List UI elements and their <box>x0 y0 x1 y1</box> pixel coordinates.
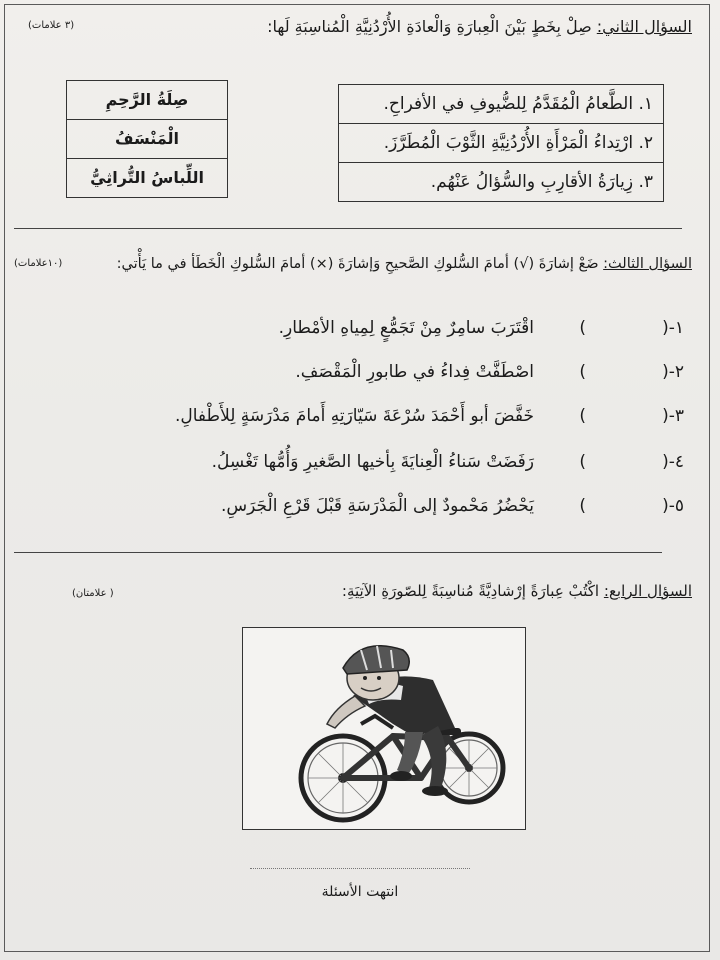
q2-statement: ١. الطَّعامُ الْمُقَدَّمُ لِلضُّيوفِ في الأفراحِ. <box>339 85 663 124</box>
end-of-questions: انتهت الأسئلة <box>321 884 399 900</box>
q2-label: السؤال الثاني: <box>596 17 692 36</box>
q2-custom: الْمَنْسَفُ <box>67 120 227 159</box>
q2-instruction: صِلْ بِخَطٍ بَيْنَ الْعِبارَةِ وَالْعادَةِ الأُرْدُنِيَّةِ الْمُناسِبَةِ لَها: <box>267 17 592 36</box>
q3-answer-slot[interactable]: ) <box>579 318 586 338</box>
q2-custom: اللِّباسُ التُّراثِيُّ <box>90 168 204 187</box>
q4-marks: ( علامتان) <box>72 588 114 599</box>
q2-statement: ٣. زِيارَةُ الأقارِبِ والسُّؤالُ عَنْهُم. <box>430 172 653 192</box>
q3-item-text: رَفَضَتْ سَناءُ الْعِنايَةَ بِأخيها الصَّغيرِ وَأُمُّها تَغْسِلُ. <box>211 452 534 472</box>
q3-item-text: يَحْضُرُ مَحْمودٌ إلى الْمَدْرَسَةِ قَبْلَ قَرْعِ الْجَرَسِ. <box>221 496 534 516</box>
q3-item <box>24 452 684 482</box>
q2-statements-box <box>338 84 664 202</box>
q3-item-text: خَفَّضَ أبو أَحْمَدَ سُرْعَةَ سَيّارَتِهِ أَمامَ مَدْرَسَةٍ لِلأَطْفالِ. <box>175 406 534 426</box>
q3-item-number: ٢-( <box>662 362 684 382</box>
q2-customs-box <box>66 80 228 198</box>
q3-answer-slot[interactable]: ) <box>579 406 586 426</box>
q2-marks: (٣ علامات) <box>28 20 75 31</box>
q2-header <box>267 17 692 36</box>
q4-header <box>342 582 692 600</box>
q3-item <box>24 318 684 348</box>
q2-statement: ٢. ارْتِداءُ الْمَرْأَةِ الأُرْدُنِيَّةِ الثَّوْبَ الْمُطَرَّزَ. <box>339 124 663 163</box>
q3-item <box>24 362 684 392</box>
q3-answer-slot[interactable]: ) <box>579 362 586 382</box>
q3-item-number: ٤-( <box>662 452 684 472</box>
q4-instruction: اكْتُبْ عِبارَةً إرْشادِيَّةً مُناسِبَةً لِلصّورَةِ الآتِيَةِ: <box>341 582 600 600</box>
q3-item-text: اصْطَفَّتْ فِداءُ في طابورِ الْمَقْصَفِ. <box>295 362 534 382</box>
section-divider <box>14 552 662 553</box>
q3-marks: (١٠علامات) <box>14 258 63 269</box>
q3-item-number: ٣-( <box>662 406 684 426</box>
q3-item <box>24 406 684 436</box>
q3-item <box>24 496 684 526</box>
q3-item-number: ١-( <box>662 318 684 338</box>
q2-custom: صِلَةُ الرَّحِمِ <box>67 81 227 120</box>
section-divider <box>14 228 682 229</box>
q3-item-text: اقْتَرَبَ سامِرٌ مِنْ تَجَمُّعٍ لِمِياهِ الأمْطارِ. <box>278 318 534 338</box>
q3-answer-slot[interactable]: ) <box>579 452 586 472</box>
q3-header <box>117 256 692 272</box>
q3-item-number: ٥-( <box>662 496 684 516</box>
cyclist-picture <box>242 627 526 830</box>
cyclist-icon <box>243 628 525 829</box>
q3-label: السؤال الثالث: <box>603 256 692 272</box>
q3-instruction: ضَعْ إشارَةَ (√) أمامَ السُّلوكِ الصَّحيحِ وَإشارَةَ (×) أمامَ السُّلوكِ الْخَطَأ في ما يَأْتي: <box>116 256 599 272</box>
q3-answer-slot[interactable]: ) <box>579 496 586 516</box>
q4-label: السؤال الرابع: <box>603 582 692 600</box>
dotted-answer-line <box>250 868 470 869</box>
